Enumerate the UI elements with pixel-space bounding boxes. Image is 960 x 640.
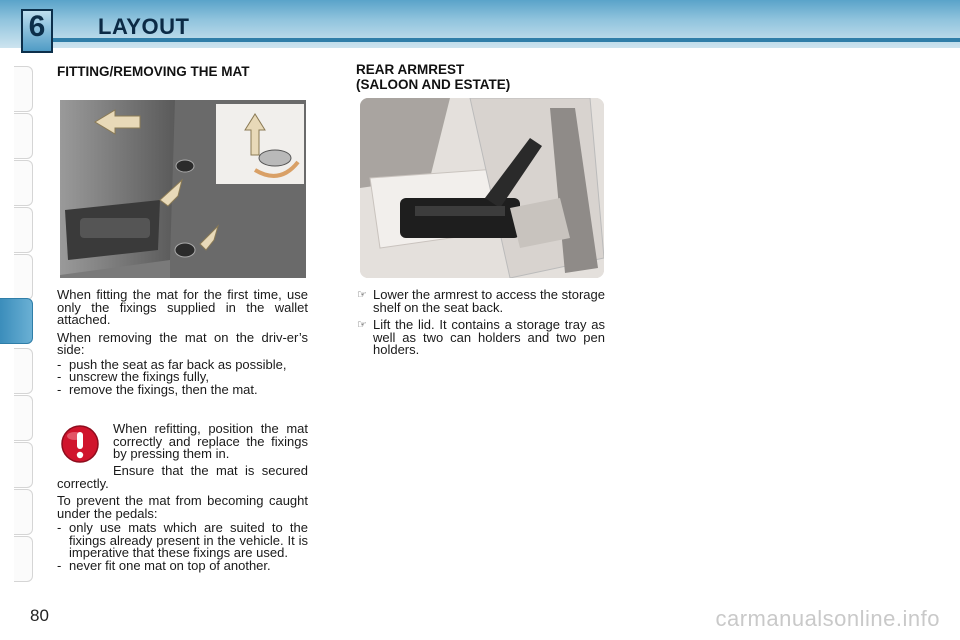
chapter-tab[interactable] — [14, 113, 33, 159]
list-item: - only use mats which are suited to the fixings already present in the vehicle. It is imperative that these fixings are used. — [57, 520, 308, 560]
chapter-tab[interactable] — [14, 442, 33, 488]
chapter-tab[interactable] — [14, 489, 33, 535]
chapter-tabs — [0, 66, 34, 576]
page-title: LAYOUT — [98, 14, 190, 39]
list-item: - remove the fixings, then the mat. — [57, 381, 258, 397]
watermark: carmanualsonline.info — [715, 606, 940, 631]
exclamation-icon — [60, 424, 100, 464]
pointing-hand-icon: ☞ — [357, 319, 367, 331]
list-item: ☞ Lower the armrest to access the storage shelf on the seat back. — [357, 287, 605, 315]
pedal-para: To prevent the mat from becoming caught under the pedals: — [57, 493, 308, 521]
armrest-heading-line2: (SALOON AND ESTATE) — [356, 77, 511, 92]
section-heading-mat: FITTING/REMOVING THE MAT — [57, 64, 250, 79]
page-number: 80 — [30, 606, 49, 625]
mat-para-first-fit: When fitting the mat for the first time, use only the fixings supplied in the wallet attached. — [57, 287, 308, 327]
warning-secured: Ensure that the mat is secured correctly. — [57, 463, 308, 491]
armrest-photo — [360, 98, 604, 278]
list-item: - unscrew the fixings fully, — [57, 369, 209, 384]
mat-instructions — [57, 289, 308, 396]
chapter-tab[interactable] — [14, 536, 33, 582]
warning-text — [113, 423, 308, 466]
chapter-tab[interactable] — [14, 160, 33, 206]
armrest-instructions — [357, 289, 605, 362]
chapter-tab[interactable] — [14, 348, 33, 394]
chapter-tab[interactable] — [14, 207, 33, 253]
pointing-hand-icon: ☞ — [357, 289, 367, 301]
mat-para-removing: When removing the mat on the driv-er’s side: — [57, 329, 308, 357]
mat-safety — [57, 465, 308, 572]
armrest-heading-line1: REAR ARMREST — [356, 62, 465, 77]
warning-refit: When refitting, position the mat correctly and replace the fixings by pressing them in. — [113, 421, 308, 461]
mat-fixing-photo — [60, 100, 306, 278]
list-item: - never fit one mat on top of another. — [57, 557, 271, 573]
chapter-tab[interactable] — [14, 254, 33, 300]
chapter-tab[interactable] — [14, 395, 33, 441]
chapter-tab-active[interactable] — [0, 298, 33, 344]
list-item: ☞ Lift the lid. It contains a storage tray as well as two can holders and two pen holders. — [357, 317, 605, 357]
section-heading-armrest — [356, 62, 616, 92]
list-item: - push the seat as far back as possible, — [57, 356, 287, 372]
chapter-number: 6 — [28, 10, 46, 43]
chapter-tab[interactable] — [14, 66, 33, 112]
